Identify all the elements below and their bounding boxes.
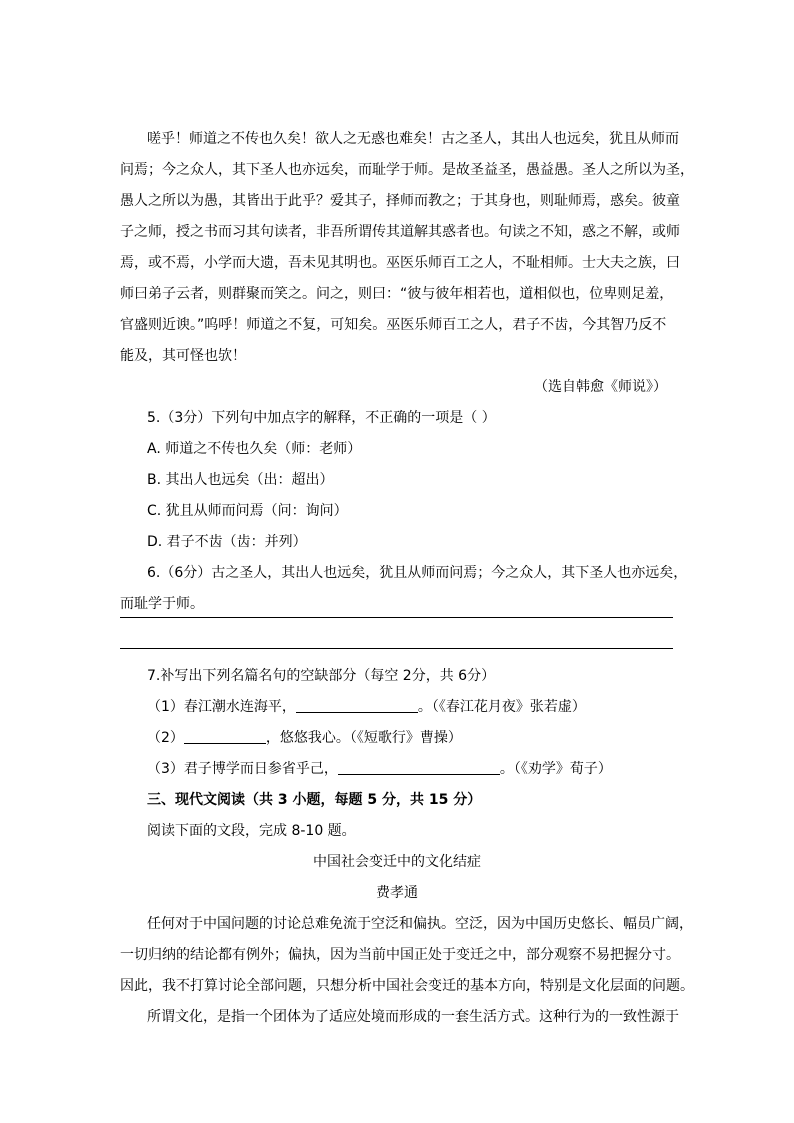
- question-7-item-3: [147, 759, 612, 779]
- section-3-heading: 三、现代文阅读（共 3 小题，每题 5 分，共 15 分）: [147, 792, 482, 808]
- question-5-option-c: C. 犹且从师而问焉（问：询问）: [147, 503, 348, 519]
- article-line: 因此，我不打算讨论全部问题，只想分析中国社会变迁的基本方向，特别是文化层面的问题。: [120, 978, 694, 994]
- fill-blank-3[interactable]: [338, 760, 500, 775]
- passage-line: 子之师，授之书而习其句读者，非吾所谓传其道解其惑者也。句读之不知，惑之不解，或师: [120, 224, 680, 240]
- question-7-stem: 7.补写出下列名篇名句的空缺部分（每空 2分，共 6分）: [147, 668, 496, 684]
- article-line: 一切归纳的结论都有例外；偏执，因为当前中国正处于变迁之中，部分观察不易把握分寸。: [120, 947, 680, 963]
- fill-blank-1[interactable]: [296, 698, 418, 713]
- article-title: 中国社会变迁中的文化结症: [313, 854, 481, 870]
- fill-blank-2[interactable]: [184, 729, 266, 744]
- passage-line: 愚人之所以为愚，其皆出于此乎？爱其子，择师而教之；于其身也，则耻师焉，惑矣。彼童: [120, 193, 680, 209]
- passage-source: （选自韩愈《师说》）: [534, 379, 667, 395]
- passage-line: 嗟乎！师道之不传也久矣！欲人之无惑也难矣！古之圣人，其出人也远矣，犹且从师而: [147, 131, 679, 147]
- item-3-suffix: 。（《劝学》荀子）: [499, 761, 612, 777]
- item-3-prefix: （3）君子博学而日参省乎己，: [147, 761, 338, 777]
- question-5-option-a: A. 师道之不传也久矣（师：老师）: [147, 441, 362, 457]
- answer-line[interactable]: [120, 617, 673, 618]
- passage-line: 官盛则近谀。”呜呼！师道之不复，可知矣。巫医乐师百工之人，君子不齿，今其智乃反不: [120, 317, 667, 333]
- item-2-suffix: ，悠悠我心。（《短歌行》曹操）: [265, 730, 462, 746]
- passage-line: 问焉；今之众人，其下圣人也亦远矣，而耻学于师。是故圣益圣，愚益愚。圣人之所以为圣，: [120, 162, 694, 178]
- question-5-stem: 5.（3分）下列句中加点字的解释，不正确的一项是（ ）: [147, 410, 496, 426]
- passage-line: 能及，其可怪也欤！: [120, 348, 246, 364]
- answer-line[interactable]: [120, 648, 673, 649]
- question-7-item-2: [147, 728, 462, 748]
- passage-line: 师曰弟子云者，则群聚而笑之。问之，则曰：“彼与彼年相若也，道相似也，位卑则足羞，: [120, 286, 674, 302]
- article-line: 任何对于中国问题的讨论总难免流于空泛和偏执。空泛，因为中国历史悠长、幅员广阔，: [147, 916, 693, 932]
- passage-line: 焉，或不焉，小学而大遗，吾未见其明也。巫医乐师百工之人，不耻相师。士大夫之族，曰: [120, 255, 680, 271]
- question-5-option-d: D. 君子不齿（齿：并列）: [147, 534, 307, 550]
- section-3-instruction: 阅读下面的文段，完成 8-10 题。: [147, 823, 356, 839]
- question-6-line: 而耻学于师。: [120, 596, 204, 612]
- question-5-option-b: B. 其出人也远矣（出：超出）: [147, 472, 334, 488]
- item-1-prefix: （1）春江潮水连海平，: [147, 699, 296, 715]
- question-7-item-1: [147, 697, 586, 717]
- article-line: 所谓文化，是指一个团体为了适应处境而形成的一套生活方式。这种行为的一致性源于: [147, 1009, 679, 1025]
- question-6-line: 6.（6分）古之圣人，其出人也远矣，犹且从师而问焉；今之众人，其下圣人也亦远矣，: [147, 565, 688, 581]
- item-2-prefix: （2）: [147, 730, 184, 746]
- article-author: 费孝通: [376, 885, 418, 901]
- item-1-suffix: 。（《春江花月夜》张若虚）: [417, 699, 586, 715]
